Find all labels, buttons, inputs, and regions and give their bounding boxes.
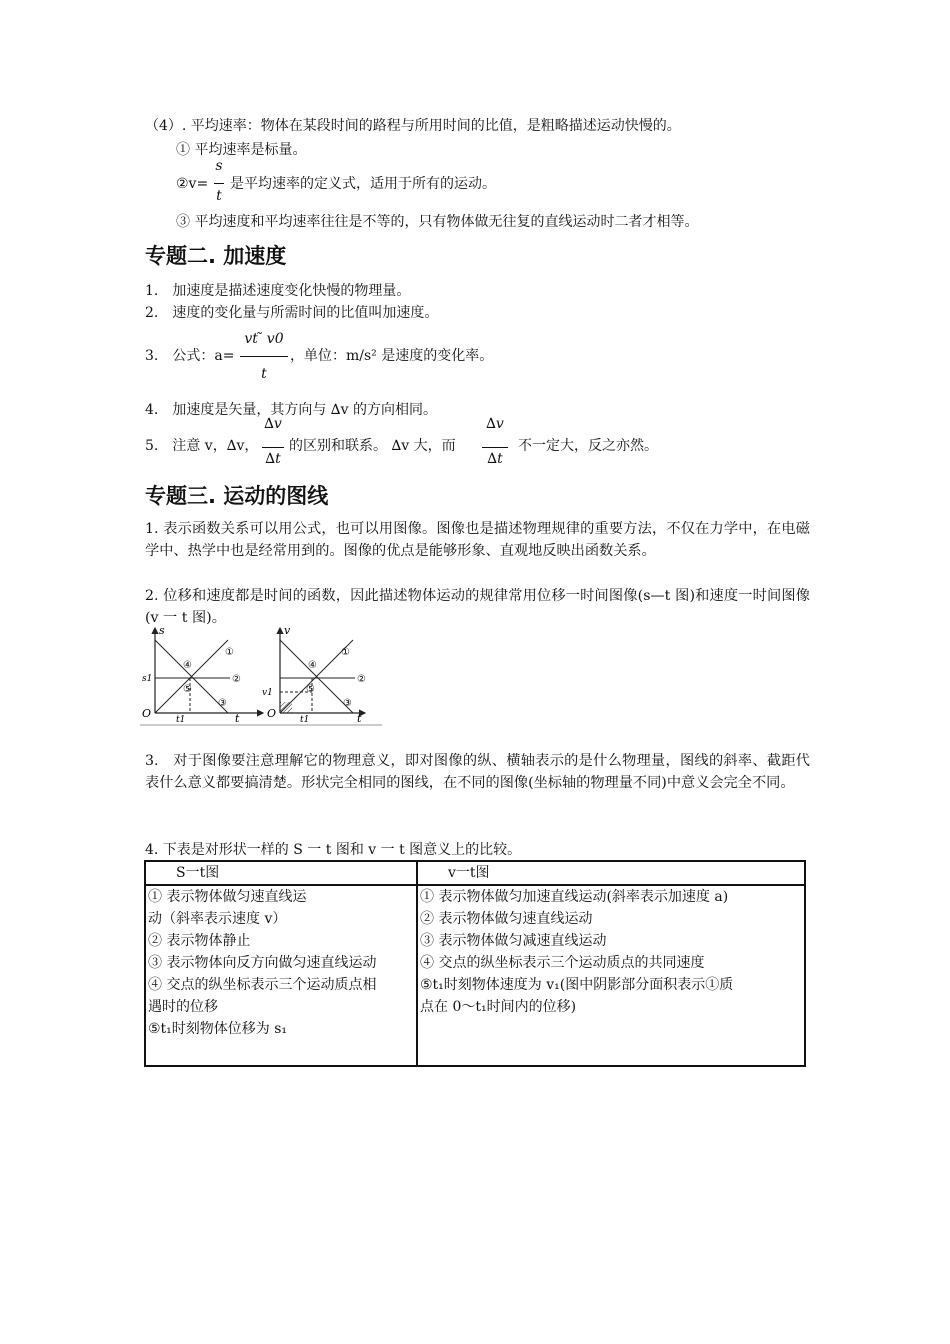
table-header-row [145,861,805,885]
accel-formula-num: vt ̃ v0 [244,331,284,347]
table-line: ④ 交点的纵坐标表示三个运动质点相 [148,977,377,993]
motion-graphs [140,622,385,727]
s-t-graph [142,624,263,725]
t-axis-label: t [235,712,240,725]
avg-speed-item-2-suffix: 是平均速率的定义式，适用于所有的运动。 [230,176,496,192]
avg-speed-title: （4）. 平均速率：物体在某段时间的路程与所用时间的比值，是粗略描述运动快慢的。 [145,118,681,134]
delta-fraction-num: ∆v [264,416,282,432]
topic3-paragraph-1: 1. 表示函数关系可以用公式，也可以用图像。图像也是描述物理规律的重要方法，不仅在力学中，在电磁学中、热学中也是经常用到的。图像的优点是能够形象、直观地反映出函数关系。 [145,521,810,559]
table-line: ⑤t₁时刻物体速度为 v₁(图中阴影部分面积表示①质 [420,977,734,993]
line-label-1: ① [225,647,234,658]
table-line: ④ 交点的纵坐标表示三个运动质点的共同速度 [420,955,705,971]
delta-fraction-den: ∆t [265,451,281,467]
table-line: ① 表示物体做匀速直线运 [148,889,307,905]
topic2-point-3-suffix: ，单位：m/s² 是速度的变化率。 [290,348,494,364]
table-row [145,885,805,1066]
line-label-2: ② [232,674,241,685]
fraction-bar [262,447,284,448]
topic2-point-5-suffix: 不一定大，反之亦然。 [518,438,658,454]
t1-label: t1 [300,715,310,725]
table-line: ⑤t₁时刻物体位移为 s₁ [148,1021,288,1037]
fraction-bar [214,183,224,184]
line-label-4: ④ [183,660,192,671]
table-line: ③ 表示物体向反方向做匀速直线运动 [148,955,377,971]
delta-fraction-num-2: ∆v [486,416,504,432]
fraction-bar [240,356,288,357]
topic2-heading: 专题二. 加速度 [145,244,287,268]
table-line: 点在 0～t₁时间内的位移) [420,999,577,1015]
avg-speed-item-2-prefix: ②v= [176,176,209,192]
v1-label: v1 [262,688,273,698]
origin-label: O [142,707,152,720]
avg-speed-fraction-den: t [216,188,222,204]
topic3-paragraph-2: 2. 位移和速度都是时间的函数，因此描述物体运动的规律常用位移一时间图像(s—t 图)和速度一时间图像(v 一 t 图)。 [145,588,810,626]
accel-formula-den: t [261,366,267,382]
v-t-graph [262,624,366,725]
table-line: 动（斜率表示速度 v） [148,911,287,927]
origin-label: O [267,707,277,720]
line-label-4: ④ [308,660,317,671]
table-cell-v-t [417,885,805,1066]
avg-speed-item-1: ① 平均速率是标量。 [176,142,307,158]
table-header-v-t: v一t图 [417,861,805,885]
topic2-point-2: 2. 速度的变化量与所需时间的比值叫加速度。 [145,305,439,321]
table-cell-s-t [145,885,417,1066]
avg-speed-item-3: ③ 平均速度和平均速率往往是不等的，只有物体做无往复的直线运动时二者才相等。 [176,214,699,230]
table-line: ② 表示物体做匀速直线运动 [420,911,593,927]
table-line: ① 表示物体做匀加速直线运动(斜率表示加速度 a) [420,889,729,905]
topic2-point-5-prefix: 5. 注意 v，∆v， [145,438,259,454]
s-axis-label: s [159,624,165,637]
table-line: ③ 表示物体做匀减速直线运动 [420,933,607,949]
topic2-point-1: 1. 加速度是描述速度变化快慢的物理量。 [145,283,411,299]
table-line: 遇时的位移 [148,999,218,1015]
line-label-2: ② [357,674,366,685]
topic3-paragraph-3: 3. 对于图像要注意理解它的物理意义，即对图像的纵、横轴表示的是什么物理量，图线的斜率、截距代表什么意义都要搞清楚。形状完全相同的图线，在不同的图像(坐标轴的物理量不同)中意义会完全不同。 [145,753,810,791]
line-label-5: ⑤ [306,684,315,695]
fraction-bar [482,447,508,448]
topic2-point-3-prefix: 3. 公式：a= [145,348,235,364]
avg-speed-fraction-num: s [215,158,223,174]
delta-fraction-den-2: ∆t [487,451,503,467]
comparison-table [144,860,806,1067]
t1-label: t1 [176,715,186,725]
topic3-heading: 专题三. 运动的图线 [145,484,329,508]
table-line: ② 表示物体静止 [148,933,251,949]
line-label-5: ⑤ [183,684,192,695]
t-axis-label: t [357,712,362,725]
line-label-1: ① [341,647,350,658]
s1-label: s1 [142,674,153,684]
line-label-3: ③ [343,698,352,709]
line-label-3: ③ [218,698,227,709]
topic2-point-5-mid: 的区别和联系。 ∆v 大，而 [289,438,456,454]
topic3-paragraph-4: 4. 下表是对形状一样的 S 一 t 图和 v 一 t 图意义上的比较。 [145,842,522,858]
v-axis-label: v [284,624,291,637]
topic2-point-4: 4. 加速度是矢量，其方向与 ∆v 的方向相同。 [145,402,437,418]
table-header-s-t: S一t图 [145,861,417,885]
